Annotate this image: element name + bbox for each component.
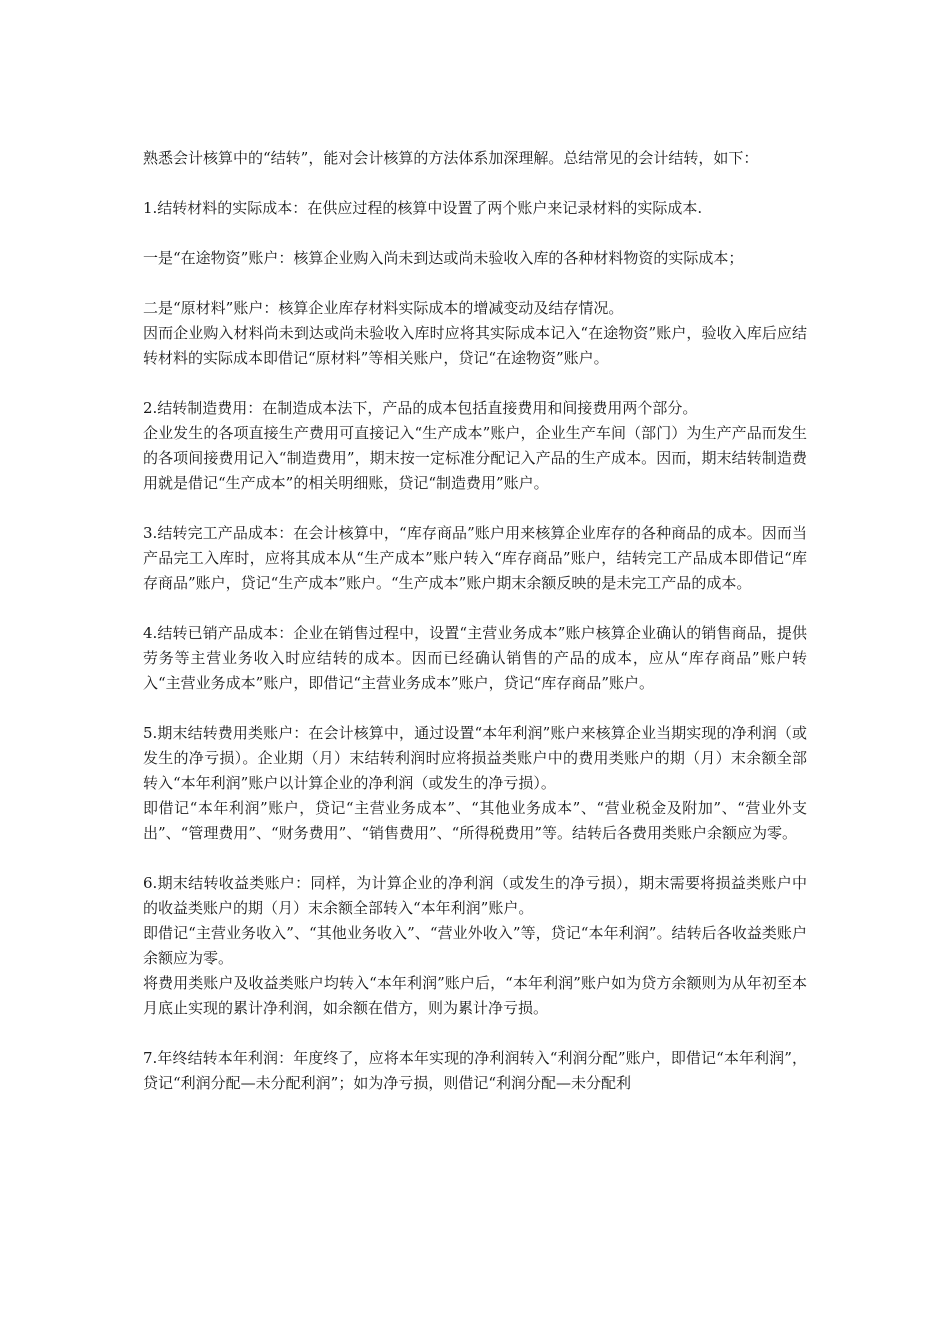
paragraph-line: 即借记“主营业务收入”、“其他业务收入”、“营业外收入”等，贷记“本年利润”。结转后各收益类账户余额应为零。	[143, 924, 807, 967]
section-3	[143, 521, 807, 596]
paragraph-line: 6.期末结转收益类账户：同样，为计算企业的净利润（或发生的净亏损），期末需要将损益类账户中的收益类账户的期（月）末余额全部转入“本年利润”账户。	[143, 874, 807, 917]
paragraph-line: 因而企业购入材料尚未到达或尚未验收入库时应将其实际成本记入“在途物资”账户，验收入库后应结转材料的实际成本即借记“原材料”等相关账户，贷记“在途物资”账户。	[143, 324, 807, 367]
paragraph-line: 5.期末结转费用类账户：在会计核算中，通过设置“本年利润”账户来核算企业当期实现的净利润（或发生的净亏损）。企业期（月）末结转利润时应将损益类账户中的费用类账户的期（月）末余额全部转入“本年利润”账户以计算企业的净利润（或发生的净亏损）。	[143, 724, 807, 792]
paragraph-line: 2.结转制造费用：在制造成本法下，产品的成本包括直接费用和间接费用两个部分。	[143, 399, 698, 417]
paragraph-line: 1.结转材料的实际成本：在供应过程的核算中设置了两个账户来记录材料的实际成本.	[143, 199, 703, 217]
paragraph-line: 4.结转已销产品成本：企业在销售过程中，设置“主营业务成本”账户核算企业确认的销售商品，提供劳务等主营业务收入时应结转的成本。因而已经确认销售的产品的成本，应从“库存商品”账户转入“主营业务成本”账户，即借记“主营业务成本”账户，贷记“库存商品”账户。	[143, 624, 807, 692]
document-body	[143, 146, 807, 1121]
section-1-heading	[143, 196, 807, 221]
paragraph-line: 企业发生的各项直接生产费用可直接记入“生产成本”账户，企业生产车间（部门）为生产产品而发生的各项间接费用记入“制造费用”，期末按一定标准分配记入产品的生产成本。因而，期末结转制造费用就是借记“生产成本”的相关明细账，贷记“制造费用”账户。	[143, 424, 807, 492]
paragraph-line: 二是“原材料”账户：核算企业库存材料实际成本的增减变动及结存情况。	[143, 299, 624, 317]
intro-paragraph	[143, 146, 807, 171]
paragraph-line: 将费用类账户及收益类账户均转入“本年利润”账户后，“本年利润”账户如为贷方余额则为从年初至本月底止实现的累计净利润，如余额在借方，则为累计净亏损。	[143, 974, 807, 1017]
paragraph-line: 熟悉会计核算中的“结转”，能对会计核算的方法体系加深理解。总结常见的会计结转，如下：	[143, 149, 759, 167]
section-4	[143, 621, 807, 696]
paragraph-line: 一是“在途物资”账户：核算企业购入尚未到达或尚未验收入库的各种材料物资的实际成本；	[143, 249, 744, 267]
section-6	[143, 871, 807, 1021]
section-1-item-2	[143, 296, 807, 371]
paragraph-line: 即借记“本年利润”账户，贷记“主营业务成本”、“其他业务成本”、“营业税金及附加”、“营业外支出”、“管理费用”、“财务费用”、“销售费用”、“所得税费用”等。结转后各费用类账户余额应为零。	[143, 799, 807, 842]
section-7	[143, 1046, 807, 1096]
paragraph-line: 7.年终结转本年利润：年度终了，应将本年实现的净利润转入“利润分配”账户，即借记“本年利润”，贷记“利润分配—未分配利润”；如为净亏损，则借记“利润分配—未分配利	[143, 1049, 807, 1092]
section-5	[143, 721, 807, 846]
section-1-item-1	[143, 246, 807, 271]
paragraph-line: 3.结转完工产品成本：在会计核算中，“库存商品”账户用来核算企业库存的各种商品的成本。因而当产品完工入库时，应将其成本从“生产成本”账户转入“库存商品”账户，结转完工产品成本即借记“库存商品”账户，贷记“生产成本”账户。“生产成本”账户期末余额反映的是未完工产品的成本。	[143, 524, 807, 592]
section-2	[143, 396, 807, 496]
